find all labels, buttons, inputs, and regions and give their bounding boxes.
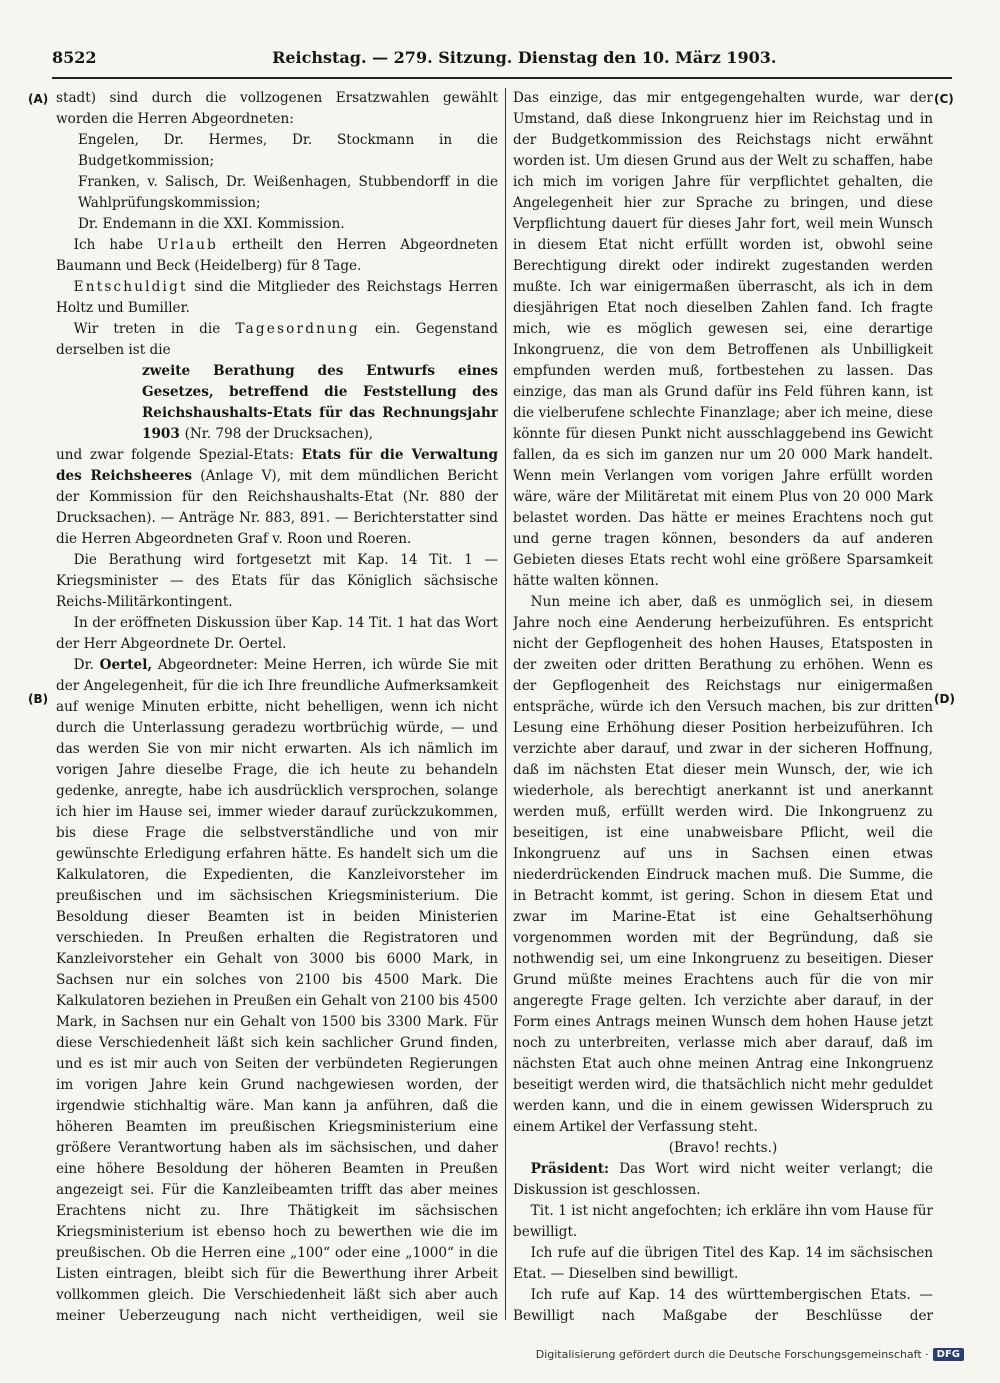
right-column: [513, 88, 933, 1323]
page-header: [52, 48, 952, 74]
page-number: 8522: [52, 48, 97, 67]
paragraph: Wir treten in die Tagesordnung ein. Gegenstand derselben ist die: [56, 321, 498, 358]
president-statement: Präsident: Das Wort wird nicht weiter verlangt; die Diskussion ist geschlossen.: [513, 1161, 933, 1198]
header-rule: [52, 77, 952, 79]
dfg-logo: DFG: [933, 1348, 964, 1361]
margin-marker-b: (B): [28, 692, 49, 706]
speech-paragraph: Dr. Oertel, Abgeordneter: Meine Herren, ich würde Sie mit der Angelegenheit, für die ich Ihre freundliche Aufmerksamkeit auf wenige Minuten erbitte, nicht behelligen, wenn ich nicht durch die Unterlassung geradezu wortbrüchig würde, — und das werden Sie von mir nicht erwarten. Als ich nämlich im vorigen Jahre dieselbe Frage, die ich heute zu behandeln gedenke, anregte, habe ich ausdrücklich versprochen, solange ich hier im Hause sei, immer wieder darauf zurückzukommen, bis diese Frage die selbstverständliche und von mir gewünschte Erledigung erfahren hätte. Es handelt sich um die Kalkulatoren, die Expedienten, die Kanzleivorsteher im preußischen und im sächsischen Kriegsministerium. Die Besoldung dieser Beamten ist in beiden Ministerien verschieden. In Preußen erhalten die Registratoren und Kanzleivorsteher ein Gehalt von 3000 bis 6000 Mark, in Sachsen nur ein solches von 2100 bis 4500 Mark. Die Kalkulatoren beziehen in Preußen ein Gehalt von 2100 bis 4500 Mark, in Sachsen nur ein Gehalt von 1500 bis 3300 Mark. Für diese Verschiedenheit läßt sich kein sachlicher Grund finden, und es ist mir auch von Seiten der verbündeten Regierungen im vorigen Jahre kein Grund nachgewiesen worden, der irgendwie stichhaltig wäre. Man kann ja anführen, daß die höheren Beamten im preußischen Kriegsministerium eine größere Verantwortung haben als im sächsischen, und daher eine höhere Besoldung der höheren Beamten in Preußen angezeigt sei. Für die Kanzleibeamten trifft das aber meines Erachtens nicht zu. Ihre Thätigkeit im sächsischen Kriegsministerium ist ebenso hoch zu bewerthen wie die im preußischen. Ob die Herren eine „100“ oder eine „1000“ in die Listen eintragen, bleibt sich für die Bewerthung ihrer Arbeit vollkommen gleich. Die Verschiedenheit läßt sich aber auch meiner Ueberzeugung nach nicht vertheidigen, weil sie: [56, 657, 498, 1323]
paragraph: In der eröffneten Diskussion über Kap. 14 Tit. 1 hat das Wort der Herr Abgeordnete Dr. Oertel.: [56, 615, 498, 652]
running-title: Reichstag. — 279. Sitzung. Dienstag den 10. März 1903.: [272, 48, 777, 67]
applause-note: (Bravo! rechts.): [668, 1140, 778, 1156]
margin-marker-d: (D): [934, 692, 955, 706]
committee-entry: Engelen, Dr. Hermes, Dr. Stockmann in die Budgetkommission;: [78, 132, 498, 169]
margin-marker-a: (A): [28, 92, 49, 106]
digitization-footer: [536, 1348, 964, 1361]
paragraph: Entschuldigt sind die Mitglieder des Reichstags Herren Holtz und Bumiller.: [56, 279, 498, 316]
paragraph: Tit. 1 ist nicht angefochten; ich erkläre ihn vom Hause für bewilligt.: [513, 1203, 933, 1240]
bill-title: zweite Berathung des Entwurfs eines Gesetzes, betreffend die Feststellung des Reichshaushalts-Etats für das Rechnungsjahr 1903 (Nr. 798 der Drucksachen),: [142, 363, 498, 442]
paragraph: Ich habe Urlaub ertheilt den Herren Abgeordneten Baumann und Beck (Heidelberg) für 8 Tage.: [56, 237, 498, 274]
paragraph: Ich rufe auf die übrigen Titel des Kap. 14 im sächsischen Etat. — Dieselben sind bewilligt.: [513, 1245, 933, 1282]
paragraph: und zwar folgende Spezial-Etats: Etats für die Verwaltung des Reichsheeres (Anlage V), mit dem mündlichen Bericht der Kommission für den Reichshaushalts-Etat (Nr. 880 der Drucksachen). — Anträge Nr. 883, 891. — Berichterstatter sind die Herren Abgeordneten Graf v. Roon und Roeren.: [56, 447, 498, 547]
committee-entry: Franken, v. Salisch, Dr. Weißenhagen, Stubbendorff in die Wahlprüfungskommission;: [78, 174, 498, 211]
column-divider: [505, 88, 506, 1320]
paragraph: stadt) sind durch die vollzogenen Ersatzwahlen gewählt worden die Herren Abgeordneten:: [56, 90, 498, 127]
paragraph: Ich rufe auf Kap. 14 des württembergischen Etats. — Bewilligt nach Maßgabe der Beschlüsse der: [513, 1287, 933, 1323]
left-column: [56, 88, 498, 1323]
footer-text: Digitalisierung gefördert durch die Deutsche Forschungsgemeinschaft ·: [535, 1348, 929, 1361]
paragraph: Nun meine ich aber, daß es unmöglich sei, in diesem Jahre noch eine Aenderung herbeizuführen. Es entspricht nicht der Gepflogenheit des hohen Hauses, Etatsposten in der zweiten oder dritten Berathung zu erhöhen. Wenn es der Gepflogenheit des Reichstags nur einigermaßen entspräche, würde ich den Versuch machen, bis zur dritten Lesung eine Erhöhung dieser Position herbeizuführen. Ich verzichte aber darauf, und zwar in der sicheren Hoffnung, daß im nächsten Etat dieser mein Wunsch, der, wie ich wiederhole, als berechtigt anerkannt ist und anerkannt werden muß, erfüllt werden wird. Die Inkongruenz zu beseitigen, ist eine unabweisbare Pflicht, weil die Inkongruenz auf uns in Sachsen einen etwas niederdrückenden Eindruck machen muß. Die Summe, die in Betracht kommt, ist gering. Schon in diesem Etat und zwar im Marine-Etat ist eine Gehaltserhöhung vorgenommen worden mit der Begründung, daß sie nothwendig sei, um eine Inkongruenz zu beseitigen. Dieser Grund müßte meines Erachtens auch für die von mir angeregte Frage gelten. Ich verzichte aber darauf, in der Form eines Antrags meinen Wunsch dem hohen Hause jetzt noch zu unterbreiten, verlasse mich aber darauf, daß im nächsten Etat auch ohne meinen Antrag eine Inkongruenz beseitigt werden wird, die thatsächlich nicht mehr geduldet werden kann, und die in einem gewissen Widerspruch zu einem Artikel der Verfassung steht.: [513, 594, 933, 1135]
committee-entry: Dr. Endemann in die XXI. Kommission.: [78, 216, 345, 232]
margin-marker-c: (C): [934, 92, 954, 106]
paragraph: Das einzige, das mir entgegengehalten wurde, war der Umstand, daß diese Inkongruenz hier im Reichstag und in der Budgetkommission des Reichstags nicht erwähnt worden ist. Um diesen Grund aus der Welt zu schaffen, habe ich mich im vorigen Jahre für verpflichtet gehalten, die Angelegenheit hier zur Sprache zu bringen, und diese Verpflichtung dauert für dieses Jahr fort, weil mein Wunsch in diesem Etat nicht erfüllt worden ist, obwohl seine Berechtigung direkt oder indirekt zugestanden werden mußte. Ich war einigermaßen überrascht, als ich in dem diesjährigen Etat noch dieselben Zahlen fand. Ich fragte mich, wie es möglich gewesen sei, eine derartige Inkongruenz, die von dem Betroffenen als Unbilligkeit empfunden werden muß, fortbestehen zu lassen. Das einzige, das man als Grund dafür ins Feld führen kann, ist die vielberufene schlechte Finanzlage; aber ich meine, diese könnte für diesen Punkt nicht ausschlaggebend ins Gewicht fallen, da es sich im ganzen nur um 20 000 Mark handelt. Wenn mein Verlangen vom vorigen Jahre erfüllt worden wäre, wäre der Militäretat mit einem Plus von 20 000 Mark belastet worden. Das hätte er meines Erachtens noch gut und gerne tragen können, besonders da auf anderen Gebieten dieses Etats recht wohl eine größere Sparsamkeit hätte walten können.: [513, 90, 933, 589]
paragraph: Die Berathung wird fortgesetzt mit Kap. 14 Tit. 1 — Kriegsminister — des Etats für das Königlich sächsische Reichs-Militärkontingent.: [56, 552, 498, 610]
